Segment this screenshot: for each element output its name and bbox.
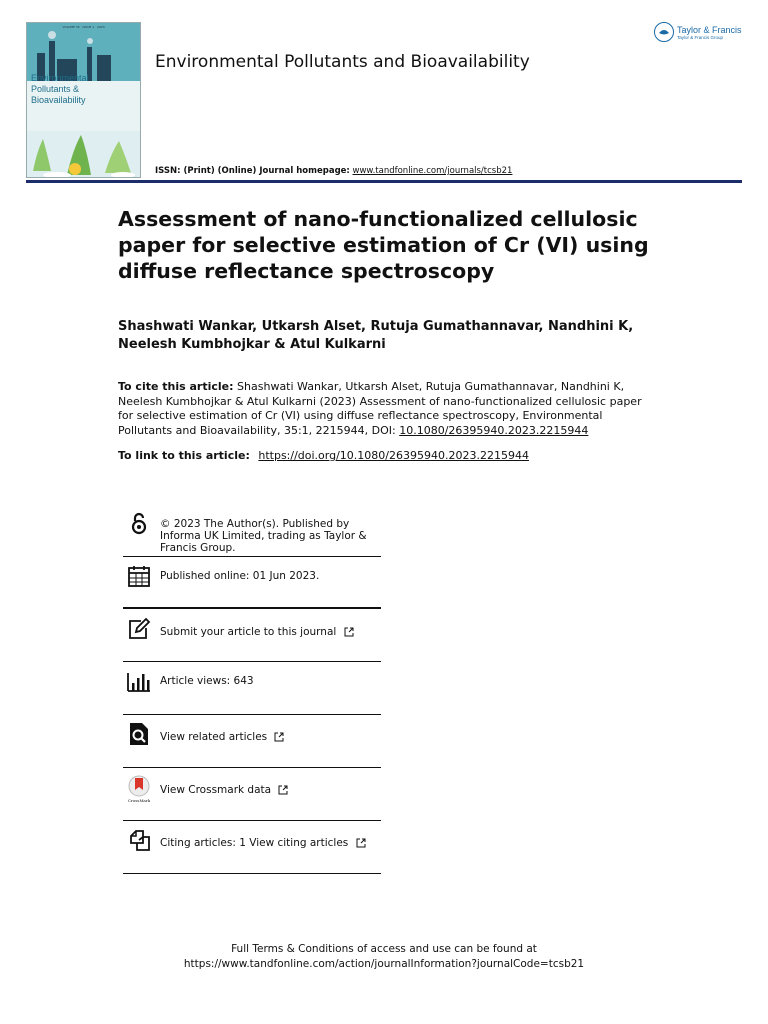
cover-title-line: Environmental xyxy=(31,73,89,83)
published-date: Published online: 01 Jun 2023. xyxy=(160,570,320,582)
bar-chart-icon xyxy=(127,669,151,693)
publisher-name xyxy=(677,25,742,40)
crossmark-icon-label: CrossMark xyxy=(127,798,151,803)
external-link-icon xyxy=(356,838,366,848)
footer-terms-link[interactable]: https://www.tandfonline.com/action/journalInformation?journalCode=tcsb21 xyxy=(183,958,585,970)
divider xyxy=(123,661,381,662)
citing-icon xyxy=(127,828,151,852)
open-access-row xyxy=(123,512,381,556)
journal-homepage-link[interactable]: www.tandfonline.com/journals/tcsb21 xyxy=(352,166,513,176)
external-link-icon xyxy=(274,732,284,742)
divider xyxy=(123,767,381,768)
article-link-label: To link to this article: xyxy=(118,449,250,462)
cover-title-line: Pollutants & xyxy=(31,84,80,94)
issn-line xyxy=(155,166,512,176)
crossmark-row[interactable] xyxy=(123,775,381,815)
citation-text: Shashwati Wankar, Utkarsh Alset, Rutuja Gumathannavar, Nandhini K, Neelesh Kumbhojkar & Atul Kulkarni (2023) Assessment of nano-functionalized cellulosic paper for selective estimation of Cr (VI) using diffuse reflectance spectroscopy, Environmental Pollutants and Bioavailability, 35:1, 2215944, DOI: xyxy=(118,380,642,437)
article-title: Assessment of nano-functionalized cellulosic paper for selective estimation of Cr (VI) using diffuse reflectance spectroscopy xyxy=(118,207,649,283)
divider xyxy=(123,714,381,715)
cover-title xyxy=(31,73,89,106)
footer-terms xyxy=(0,942,768,972)
citing-row[interactable] xyxy=(123,828,381,868)
citing-articles-link[interactable] xyxy=(160,837,385,849)
view-related-link[interactable] xyxy=(160,731,385,743)
published-row xyxy=(123,564,381,604)
publisher-sub-text: Taylor & Francis Group xyxy=(677,34,724,40)
issn-label: ISSN: (Print) (Online) Journal homepage: xyxy=(155,166,350,176)
citation-block xyxy=(118,380,658,438)
view-related-text: View related articles xyxy=(160,731,268,743)
article-views: Article views: 643 xyxy=(160,675,254,687)
crossmark-text: View Crossmark data xyxy=(160,784,272,796)
divider xyxy=(123,820,381,821)
divider xyxy=(123,607,381,609)
external-link-icon xyxy=(344,627,354,637)
journal-name[interactable]: Environmental Pollutants and Bioavailability xyxy=(155,52,530,72)
submit-article-link[interactable] xyxy=(160,626,385,638)
calendar-icon xyxy=(127,564,151,588)
footer-line: Full Terms & Conditions of access and use can be found at xyxy=(231,943,537,955)
header-rule xyxy=(26,180,742,183)
taylor-francis-logo-mark xyxy=(654,22,674,42)
views-row xyxy=(123,669,381,709)
publisher-name-text: Taylor & Francis xyxy=(677,24,742,35)
external-link-icon xyxy=(278,785,288,795)
crossmark-icon xyxy=(127,775,151,803)
divider xyxy=(123,873,381,874)
crossmark-link[interactable] xyxy=(160,784,385,796)
article-link-line xyxy=(118,449,529,462)
taylor-francis-logo[interactable] xyxy=(654,22,742,42)
divider xyxy=(123,556,381,557)
related-row[interactable] xyxy=(123,722,381,762)
article-authors: Shashwati Wankar, Utkarsh Alset, Rutuja Gumathannavar, Nandhini K, Neelesh Kumbhojkar & Atul Kulkarni xyxy=(118,319,634,352)
submit-row[interactable] xyxy=(123,617,381,657)
citation-doi-link[interactable]: 10.1080/26395940.2023.2215944 xyxy=(399,423,589,437)
edit-icon xyxy=(127,617,151,641)
search-doc-icon xyxy=(127,722,151,746)
copyright-text: © 2023 The Author(s). Published by Informa UK Limited, trading as Taylor & Francis Group. xyxy=(160,518,367,554)
article-doi-link[interactable]: https://doi.org/10.1080/26395940.2023.2215944 xyxy=(258,449,529,462)
cover-title-line: Bioavailability xyxy=(31,95,86,105)
open-access-icon xyxy=(127,512,151,536)
cover-top-line: VOLUME 35 · ISSUE 1 · 2023 xyxy=(62,25,105,29)
cover-tree-illustration xyxy=(27,131,140,177)
submit-article-text: Submit your article to this journal xyxy=(160,626,337,638)
citation-label: To cite this article: xyxy=(118,380,234,393)
citing-articles-text: Citing articles: 1 View citing articles xyxy=(160,837,349,849)
journal-cover xyxy=(26,22,141,178)
